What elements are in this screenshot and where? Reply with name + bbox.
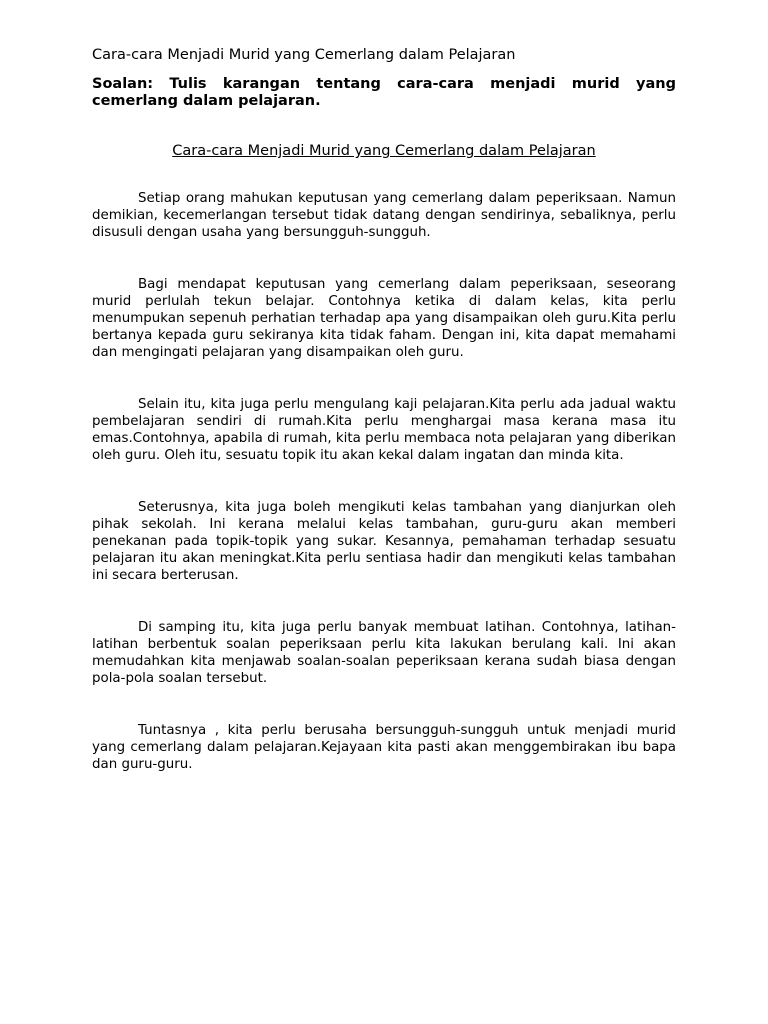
paragraph-point-2: Selain itu, kita juga perlu mengulang kaji pelajaran.Kita perlu ada jadual waktu pembelajaran sendiri di rumah.Kita perlu menghargai masa kerana masa itu emas.Contohnya, apabila di rumah, kita perlu membaca nota pelajaran yang diberikan oleh guru. Oleh itu, sesuatu topik itu akan kekal dalam ingatan dan minda kita. (92, 397, 676, 463)
paragraph-point-1: Bagi mendapat keputusan yang cemerlang dalam peperiksaan, seseorang murid perlulah tekun belajar. Contohnya ketika di dalam kelas, kita perlu menumpukan sepenuh perhatian terhadap apa yang disampaikan oleh guru.Kita perlu bertanya kepada guru sekiranya kita tidak faham. Dengan ini, kita dapat memahami dan mengingati pelajaran yang disampaikan oleh guru. (92, 277, 676, 360)
paragraph-introduction: Setiap orang mahukan keputusan yang cemerlang dalam peperiksaan. Namun demikian, kecemerlangan tersebut tidak datang dengan sendirinya, sebaliknya, perlu disusuli dengan usaha yang bersungguh-sungguh. (92, 191, 676, 240)
essay-title: Cara-cara Menjadi Murid yang Cemerlang dalam Pelajaran (172, 143, 596, 159)
paragraph-point-4: Di samping itu, kita juga perlu banyak membuat latihan. Contohnya, latihan-latihan berbentuk soalan peperiksaan perlu kita lakukan berulang kali. Ini akan memudahkan kita menjawab soalan-soalan peperiksaan kerana sudah biasa dengan pola-pola soalan tersebut. (92, 620, 676, 686)
question-prompt: Soalan: Tulis karangan tentang cara-cara menjadi murid yang cemerlang dalam pelajaran. (92, 76, 676, 109)
paragraph-conclusion: Tuntasnya , kita perlu berusaha bersungguh-sungguh untuk menjadi murid yang cemerlang dalam pelajaran.Kejayaan kita pasti akan menggembirakan ibu bapa dan guru-guru. (92, 723, 676, 772)
header-title: Cara-cara Menjadi Murid yang Cemerlang dalam Pelajaran (92, 47, 516, 63)
document-page (92, 46, 676, 808)
paragraph-point-3: Seterusnya, kita juga boleh mengikuti kelas tambahan yang dianjurkan oleh pihak sekolah. Ini kerana melalui kelas tambahan, guru-guru akan memberi penekanan pada topik-topik yang sukar. Kesannya, pemahaman terhadap sesuatu pelajaran itu akan meningkat.Kita perlu sentiasa hadir dan mengikuti kelas tambahan ini secara berterusan. (92, 500, 676, 583)
